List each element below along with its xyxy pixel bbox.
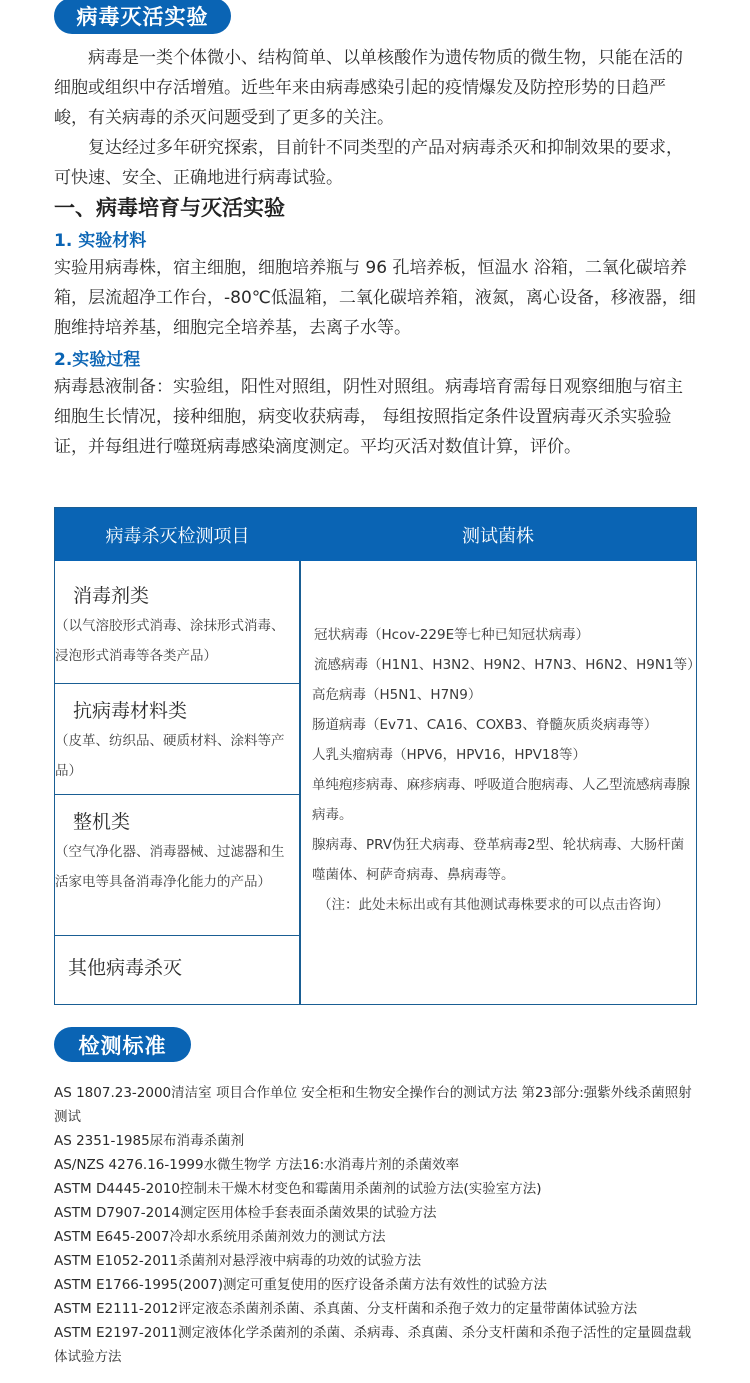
row-title: 其他病毒杀灭 (68, 957, 183, 979)
standard-item: ASTM E1052-2011杀菌剂对悬浮液中病毒的功效的试验方法 (54, 1253, 422, 1269)
subheading-materials: 1. 实验材料 (54, 231, 147, 251)
row-description: （空气净化器、消毒器械、过滤器和生活家电等具备消毒净化能力的产品） (55, 844, 285, 890)
virus-test-table (54, 507, 701, 1005)
subheading-process: 2.实验过程 (54, 350, 141, 370)
strain-item: 流感病毒（H1N1、H3N2、H9N2、H7N3、H6N2、H9N1等） (314, 657, 701, 673)
strain-item: 冠状病毒（Hcov-229E等七种已知冠状病毒） (314, 627, 590, 643)
consult-note-link[interactable]: （注：此处未标出或有其他测试毒株要求的可以点击咨询） (318, 897, 669, 913)
standard-item: ASTM E645-2007冷却水系统用杀菌剂效力的测试方法 (54, 1229, 386, 1245)
standard-item: AS 1807.23-2000清洁室 项目合作单位 安全柜和生物安全操作台的测试方法 第23部分:强紫外线杀菌照射测试 (54, 1085, 692, 1125)
table-header-test-item: 病毒杀灭检测项目 (105, 525, 250, 547)
section-badge-label: 检测标准 (78, 1033, 167, 1058)
intro-paragraph: 病毒是一类个体微小、结构简单、以单核酸作为遗传物质的微生物，只能在活的细胞或组织中存活增殖。近些年来由病毒感染引起的疫情爆发及防控形势的日趋严峻，有关病毒的杀灭问题受到了更多的关注。 (54, 48, 683, 128)
standard-item: ASTM E2197-2011测定液体化学杀菌剂的杀菌、杀病毒、杀真菌、杀分支杆菌和杀孢子活性的定量圆盘载体试验方法 (54, 1325, 692, 1365)
row-description: （皮革、纺织品、硬质材料、涂料等产品） (55, 733, 285, 779)
materials-text: 实验用病毒株，宿主细胞，细胞培养瓶与 96 孔培养板，恒温水 浴箱，二氧化碳培养箱，层流超净工作台，-80℃低温箱，二氧化碳培养箱，液氮，离心设备，移液器，细胞维持培养基，细胞完全培养基，去离子水等。 (54, 258, 696, 338)
standard-item: AS 2351-1985尿布消毒杀菌剂 (54, 1133, 245, 1149)
table-row-other (55, 936, 300, 1004)
strain-item: 高危病毒（H5N1、H7N9） (312, 687, 482, 703)
section-badge-label: 病毒灭活实验 (76, 5, 209, 29)
table-row-whole-machine (55, 795, 300, 936)
row-title: 抗病毒材料类 (73, 700, 188, 722)
strain-item: 肠道病毒（Ev71、CA16、COXB3、脊髓灰质炎病毒等） (312, 717, 658, 733)
row-title: 消毒剂类 (73, 585, 150, 607)
test-strains-list (312, 620, 701, 920)
section-heading: 一、病毒培育与灭活实验 (54, 196, 285, 220)
standard-item: ASTM E1766-1995(2007)测定可重复使用的医疗设备杀菌方法有效性的试验方法 (54, 1277, 547, 1293)
strain-item: 单纯疱疹病毒、麻疹病毒、呼吸道合胞病毒、人乙型流感病毒腺病毒。 (312, 777, 690, 823)
standard-item: ASTM D7907-2014测定医用体检手套表面杀菌效果的试验方法 (54, 1205, 437, 1221)
standard-item: ASTM D4445-2010控制未干燥木材变色和霉菌用杀菌剂的试验方法(实验室方法) (54, 1181, 542, 1197)
row-title: 整机类 (73, 811, 131, 833)
strain-item: 人乳头瘤病毒（HPV6，HPV16，HPV18等） (312, 747, 587, 763)
section-badge-standards (54, 1027, 191, 1062)
standard-item: ASTM E2111-2012评定液态杀菌剂杀菌、杀真菌、分支杆菌和杀孢子效力的定量带菌体试验方法 (54, 1301, 638, 1317)
table-header-test-strain: 测试菌株 (462, 525, 534, 547)
table-row-disinfectant (55, 561, 300, 684)
section-badge-virus-inactivation (54, 0, 231, 34)
process-text: 病毒悬液制备：实验组，阳性对照组，阴性对照组。病毒培育需每日观察细胞与宿主细胞生长情况，接种细胞，病变收获病毒， 每组按照指定条件设置病毒灭杀实验验证，并每组进行噬斑病毒感染滴度测定。平均灭活对数值计算，评价。 (54, 377, 683, 457)
strain-item: 腺病毒、PRV伪狂犬病毒、登革病毒2型、轮状病毒、大肠杆菌噬菌体、柯萨奇病毒、鼻病毒等。 (312, 837, 685, 883)
intro-paragraph: 复达经过多年研究探索，目前针不同类型的产品对病毒杀灭和抑制效果的要求，可快速、安全、正确地进行病毒试验。 (54, 138, 683, 188)
standards-list (54, 1081, 704, 1369)
table-header (55, 508, 696, 561)
row-description: （以气溶胶形式消毒、涂抹形式消毒、浸泡形式消毒等各类产品） (55, 618, 285, 664)
standard-item: AS/NZS 4276.16-1999水微生物学 方法16:水消毒片剂的杀菌效率 (54, 1157, 460, 1173)
table-row-antiviral-material (55, 684, 300, 795)
